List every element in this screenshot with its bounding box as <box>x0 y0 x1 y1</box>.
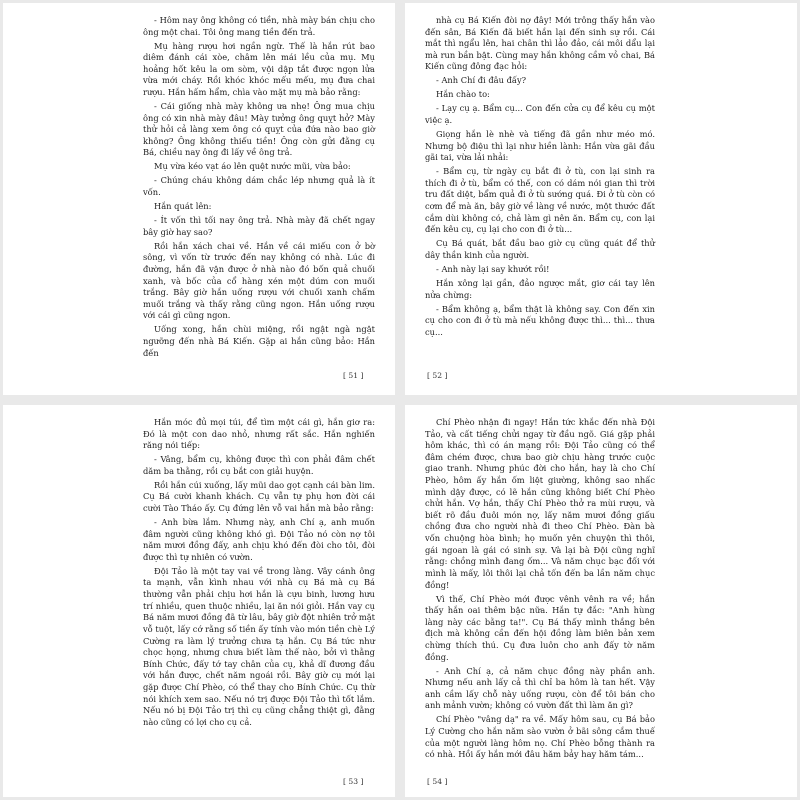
book-page-53 <box>3 405 395 797</box>
paragraph: - Hôm nay ông không có tiền, nhà mày bán chịu cho ông một chai. Tôi ông mang tiền đến trả. <box>143 15 375 37</box>
page-number: [ 52 ] <box>427 371 448 380</box>
paragraph: Đội Tảo là một tay vai về trong làng. Vây cánh ông ta mạnh, vẫn kình nhau với nhà cụ Bá mà cụ Bá thường vẫn phải chịu hơi hắn là cựu binh, lương hưu trí nhiều, quen thuộc nhiều, lại ăn nói giỏi. Hắn vay cụ Bá năm mươi đồng đã từ lâu, bây giờ đột nhiên trở mặt vỗ tuột, lấy cớ rằng số tiền ấy tính vào món tiền chè Lý Cường ra làm lý trưởng chưa tạ hắn. Cụ Bá tức như chọc họng, nhưng chưa biết làm thế nào, bởi vì thằng Bính Chức, đấy tớ tay chân của cụ, khả dĩ đương đầu với hắn được, chết năm ngoái rồi. Bây giờ cụ mới lại gặp được Chí Phèo, có thể thay cho Bính Chức. Cụ thừ nói khích xem sao. Nếu nó trị được Đội Tảo thì tốt lắm. Nếu nó bị Đội Tảo trị thì cụ cũng chẳng thiệt gì, đằng nào cũng có lợi cho cụ cả. <box>143 565 375 727</box>
paragraph: Chí Phèo "vâng dạ" ra về. Mấy hôm sau, cụ Bá bảo Lý Cường cho hắn năm sào vườn ở bãi sông cắm thuế của một người làng hôm nọ. Chí Phèo bỗng thành ra có nhà. Hồi ấy hắn mới đâu hăm bảy hay hăm tám... <box>425 714 655 760</box>
book-page-54 <box>405 405 797 797</box>
paragraph: Hắn quát lên: <box>154 201 212 212</box>
paragraph: - Vâng, bẩm cụ, không được thì con phải đâm chết dăm ba thằng, rồi cụ bắt con giải huyện. <box>143 454 375 476</box>
paragraph: - Cái giống nhà mày không ưa nhẹ! Ông mua chịu ông có xin nhà mày đâu! Mày tưởng ông quỵt hở? Mày thử hỏi cả làng xem ông có quỵt của đứa nào bao giờ không? Ông không thiếu tiền! Ông còn gửi đằng cụ Bá, chiều nay ông đi lấy về ông trả. <box>143 101 375 158</box>
paragraph: Giọng hắn lè nhè và tiếng đã gần như méo mó. Nhưng bộ điệu thì lại như hiền lành: Hắn vừa gãi đầu gãi tai, vừa lải nhải: <box>425 129 655 163</box>
book-page-51 <box>3 3 395 395</box>
paragraph: - Lạy cụ ạ. Bẩm cụ... Con đến cửa cụ để kêu cụ một việc ạ. <box>425 103 655 126</box>
paragraph: Chí Phèo nhận đi ngay! Hắn tức khắc đến nhà Đội Tảo, và cất tiếng chửi ngay từ đầu ngõ. Giá gặp phải hôm khác, thì có án mạng rồi: Đội Tảo cũng có thể đâm chém được, chưa bao giờ chịu hàng trước cuộc giao tranh. Nhưng phúc đời cho hắn, hay là cho Chí Phèo, hôm ấy hắn ốm liệt giường, không sao nhấc mình dậy được, có lẽ hắn cũng không biết Chí Phèo chửi hắn. Vợ hắn, thấy Chí Phèo thở ra mùi rượu, và biết rõ đầu đuôi món nợ, lấy năm mươi đồng giấu chồng đưa cho người nhà đi theo Chí Phèo. Đàn bà vốn chuộng hòa bình; họ muốn yên chuyện thì thôi, gái ngoan là gái có sinh sự. Và lại bà Đội cũng nghĩ rằng: chồng mình đang ốm... Và năm chục bạc đối với mình là mấy, lôi thôi lại chả tốn đến ba lần năm chục đồng! <box>425 417 655 590</box>
page-text <box>143 417 375 731</box>
paragraph: Hắn chào to: <box>436 89 490 100</box>
paragraph: nhà cụ Bá Kiến đòi nợ đây! Mới trông thấy hắn vào đến sân, Bá Kiến đã biết hắn lại đến sinh sự rồi. Cái mắt thì ngẩu lên, hai chân thì lảo đảo, cái môi dẩu lại mà run bần bật. Cùng may hắn không cầm vỏ chai, Bá Kiến cũng đông đạc hỏi: <box>425 15 655 72</box>
paragraph: Cụ Bá quát, bắt đầu bao giờ cụ cũng quát để thử dây thần kinh của người. <box>425 238 655 260</box>
paragraph: Rồi hắn xách chai về. Hắn về cái miếu con ở bờ sông, vì vốn từ trước đến nay không có nhà. Lúc đi đường, hắn đã vận được ở nhà nào đó bốn quả chuối xanh, và bốc của cổ hàng xén một dúm con muối trắng. Bây giờ hắn uống rượu với chuối xanh chấm muối trắng và thấy rằng cũng ngon. Hắn uống rượu với cái gì cũng ngon. <box>143 240 375 321</box>
paragraph: - Bẩm không ạ, bẩm thật là không say. Con đến xin cụ cho con đi ở tù mà nếu không được thì... thì... thưa cụ... <box>425 303 655 337</box>
page-text <box>425 15 655 341</box>
paragraph: - Anh Chí ạ, cả năm chục đồng này phần anh. Nhưng nếu anh lấy cả thì chỉ ba hôm là tan hết. Vậy anh cầm lấy chỗ này uống rượu, còn để tôi bán cho anh mảnh vườn; không có vườn đất thì làm ăn gì? <box>425 665 655 711</box>
paragraph: - Anh này lại say khướt rồi! <box>436 263 550 274</box>
paragraph: Mụ hàng rượu hơi ngần ngừ. Thế là hắn rút bao diêm đánh cái xòe, châm lên mái lều của mụ. Mụ hoảng hốt kêu la om sòm, vội dập tắt được ngọn lửa vừa mới cháy. Rồi khóc khóc mếu mếu, mụ đưa chai rượu. Hắn hấm hẩm, chìa vào mặt mụ mà bảo rằng: <box>143 40 375 98</box>
paragraph: - Anh Chí đi đâu đấy? <box>436 75 527 86</box>
paragraph: Hắn móc đủ mọi túi, để tìm một cái gì, hắn giơ ra: Đó là một con dao nhỏ, nhưng rất sắc. Hắn nghiến răng nói tiếp: <box>143 417 375 451</box>
paragraph: Hắn xông lại gần, đảo ngược mắt, giơ cái tay lên nửa chừng: <box>425 277 655 300</box>
paragraph: - Chúng cháu không dám chắc lép nhưng quả là ít vốn. <box>143 175 375 198</box>
paragraph: - Bẩm cụ, từ ngày cụ bắt đi ở tù, con lại sinh ra thích đi ở tù, bẩm có thế, con có dám nói gian thì trời tru đất diệt, bẩm quả đi ở tù sướng quá. Đi ở tù còn có cơm để mà ăn, bây giờ về làng về nước, một thước đất cắm dùi không có, chả làm gì nên ăn. Bẩm cụ, con lại đến kêu cụ, cụ lại cho con đi ở tù... <box>425 166 655 235</box>
page-number: [ 53 ] <box>343 777 364 786</box>
book-page-52 <box>405 3 797 395</box>
page-text <box>425 417 655 763</box>
paragraph: Rồi hắn cúi xuống, lấy mũi dao gọt cạnh cái bàn lim. Cụ Bá cười khanh khách. Cụ vẫn tự phụ hơn đời cái cười Tào Tháo ấy. Cụ đứng lên vỗ vai hắn mà bảo rằng: <box>143 479 375 514</box>
paragraph: - Anh bừa lắm. Nhưng này, anh Chí ạ, anh muốn đâm người cũng không khó gì. Đội Tảo nó còn nợ tôi năm mươi đồng đấy, anh chịu khó đến đòi cho tôi, đòi được thì tự nhiên có vườn. <box>143 517 375 562</box>
page-text <box>143 15 375 362</box>
page-number: [ 54 ] <box>427 777 448 786</box>
paragraph: Vì thế, Chí Phèo mới được vênh vênh ra về; hắn thấy hắn oai thêm bậc nữa. Hắn tự đắc: "Anh hùng làng này các bằng ta!". Cụ Bá thấy mình thắng bên địch mà không cần đến hội đồng làm biên bản xem chừng thích thú. Cụ đưa luôn cho anh đấy tờ năm đồng. <box>425 593 655 662</box>
paragraph: Uống xong, hắn chùi miệng, rồi ngật ngà ngật ngưỡng đến nhà Bá Kiến. Gặp ai hắn cũng bảo: Hắn đến <box>143 324 375 358</box>
paragraph: Mụ vừa kéo vạt áo lên quệt nước mũi, vừa bảo: <box>154 161 351 172</box>
paragraph: - Ít vốn thì tối nay ông trả. Nhà mày đã chết ngay bây giờ hay sao? <box>143 215 375 237</box>
page-number: [ 51 ] <box>343 371 364 380</box>
